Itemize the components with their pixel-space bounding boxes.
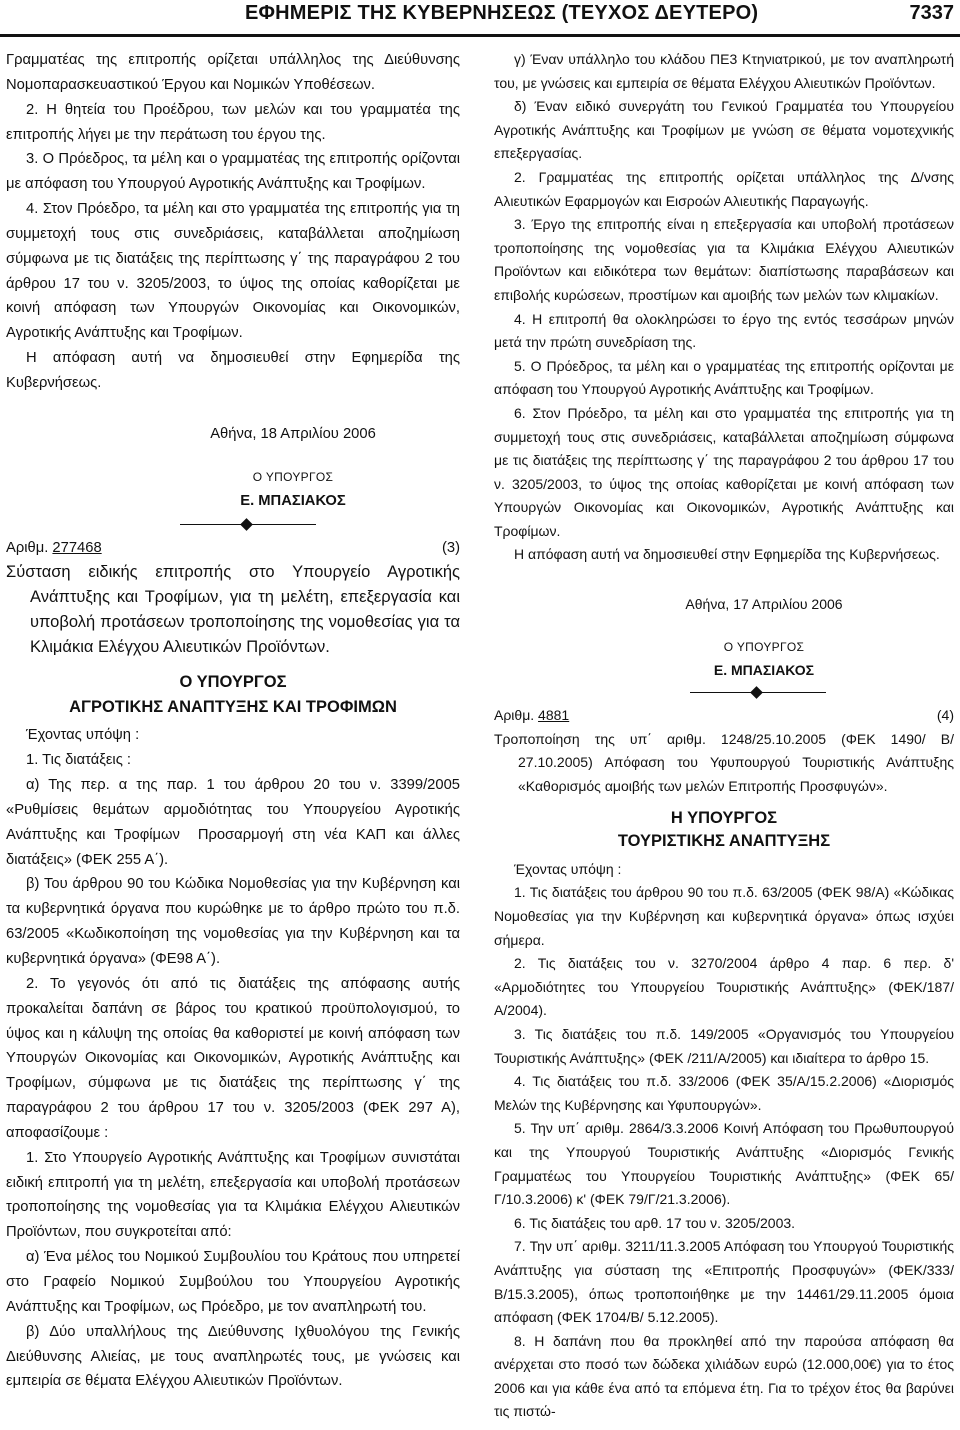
- paragraph: Η απόφαση αυτή να δημοσιευθεί στην Εφημερίδα της Κυβερνήσεως.: [6, 350, 460, 391]
- signing-date: Αθήνα, 17 Απριλίου 2006: [685, 596, 843, 613]
- paragraph: γ) Έναν υπάλληλο του κλάδου ΠΕ3 Κτηνιατρικού, με τον αναπληρωτή του, με γνώσεις και εμπειρία σε θέματα Ελέγχου Αλιευτικών Προϊόντων.: [494, 51, 954, 91]
- paragraph: 5. Ο Πρόεδρος, τα μέλη και ο γραμματέας της επιτροπής ορίζονται με απόφαση του Υπουργού Αγροτικής Ανάπτυξης και Τροφίμων.: [494, 357, 954, 398]
- paragraph: 4. Τις διατάξεις του π.δ. 33/2006 (ΦΕΚ 35/Α/15.2.2006) «Διορισμός Μελών της Κυβέρνησης και Υφυπουργών».: [494, 1073, 954, 1113]
- decision-number: 4881: [538, 707, 570, 724]
- minister-title: Ο ΥΠΟΥΡΓΟΣ: [179, 672, 287, 691]
- paragraph: 3. Ο Πρόεδρος, τα μέλη και ο γραμματέας της επιτροπής ορίζονται με απόφαση του Υπουργού Αγροτικής Ανάπτυξης και Τροφίμων.: [6, 151, 460, 193]
- paragraph: 3. Τις διατάξεις του π.δ. 149/2005 «Οργανισμός του Υπουργείου Τουριστικής Ανάπτυξης» (ΦΕΚ /211/Α/2005) και ιδιαίτερα το άρθρο 15.: [494, 1025, 954, 1066]
- paragraph: 5. Την υπ΄ αριθμ. 2864/3.3.2006 Κοινή Απόφαση του Πρωθυπουργού και της Υπουργού Τουριστικής Ανάπτυξης «Διορισμός Γενικής Γραμματέως του Υπουργείου Τουριστικής Ανάπτυξης» (ΦΕΚ 65/Γ/10.3.2006) κ' (ΦΕΚ 79/Γ/21.3.2006).: [494, 1120, 954, 1208]
- decision-sequence: (4): [936, 707, 954, 724]
- paragraph: δ) Έναν ειδικό συνεργάτη του Γενικού Γραμματέα του Υπουργείου Αγροτικής Ανάπτυξης και Τροφίμων με γνώση σε θέματα νομοτεχνικής επεξεργασίας.: [494, 98, 954, 162]
- paragraph: β) Του άρθρου 90 του Κώδικα Νομοθεσίας για την Κυβέρνηση και τα κυβερνητικά όργανα που κυρώθηκε με το άρθρο πρώτο του π.δ. 63/2005 «Κωδικοποίηση της νομοθεσίας για την Κυβέρνηση και τα κυβερνητικά όργανα» (ΦΕ98 Α΄).: [6, 876, 460, 967]
- paragraph: 1. Τις διατάξεις :: [26, 752, 132, 769]
- paragraph: α) Της περ. α της παρ. 1 του άρθρου 20 του ν. 3399/2005 «Ρυθμίσεις θεμάτων αρμοδιότητας του Υπουργείου Αγροτικής Ανάπτυξης και Τροφίμων Προσαρμογή στη νέα ΚΑΠ και άλλες διατάξεις» (ΦΕΚ 255 Α΄).: [6, 777, 460, 868]
- ministry-name: ΤΟΥΡΙΣΤΙΚΗΣ ΑΝΑΠΤΥΞΗΣ: [617, 832, 831, 851]
- paragraph: Γραμματέας της επιτροπής ορίζεται υπάλληλος της Διεύθυνσης Νομοπαρασκευαστικού Έργου και Νομικών Υποθέσεων.: [6, 52, 460, 93]
- ministry-name: ΑΓΡΟΤΙΚΗΣ ΑΝΑΠΤΥΞΗΣ ΚΑΙ ΤΡΟΦΙΜΩΝ: [69, 697, 397, 716]
- right-column: [494, 48, 954, 1424]
- section-separator: [6, 514, 460, 536]
- decision-title: Τροποποίηση της υπ΄ αριθμ. 1248/25.10.2005 (ΦΕΚ 1490/ Β/ 27.10.2005) Απόφαση του Υφυπουργού Τουριστικής Ανάπτυξης «Καθορισμός αμοιβής των μελών Επιτροπής Προσφυγών».: [494, 730, 954, 795]
- paragraph: 2. Τις διατάξεις του ν. 3270/2004 άρθρο 4 παρ. 6 περ. δ' «Αρμοδιότητες του Υπουργείου Τουριστικής Ανάπτυξης» (ΦΕΚ/187/Α/2004).: [494, 955, 954, 1019]
- signing-date: Αθήνα, 18 Απριλίου 2006: [210, 425, 376, 442]
- paragraph: 1. Τις διατάξεις του άρθρου 90 του π.δ. 63/2005 (ΦΕΚ 98/Α) «Κώδικας Νομοθεσίας για την Κυβέρνηση και κυβερνητικά όργανα» όπως ισχύει σήμερα.: [494, 884, 954, 948]
- decision-title: Σύσταση ειδικής επιτροπής στο Υπουργείο Αγροτικής Ανάπτυξης και Τροφίμων, για τη μελέτη, επεξεργασία και υποβολή προτάσεων τροποποίησης της νομοθεσίας για τα Κλιμάκια Ελέγχου Αλιευτικών Προϊόντων.: [6, 563, 460, 656]
- decision-number-label: Αριθμ.: [494, 707, 535, 724]
- paragraph: 2. Η θητεία του Προέδρου, των μελών και του γραμματέα της επιτροπής λήγει με την περάτωση του έργου της.: [6, 101, 460, 143]
- paragraph: Η απόφαση αυτή να δημοσιευθεί στην Εφημερίδα της Κυβερνήσεως.: [514, 546, 940, 563]
- decision-number-label: Αριθμ.: [6, 539, 49, 556]
- signatory-name: Ε. ΜΠΑΣΙΑΚΟΣ: [240, 492, 346, 509]
- paragraph: 3. Έργο της επιτροπής είναι η επεξεργασία και υποβολή προτάσεων τροποποίησης της νομοθεσίας για τα Κλιμάκια Ελέγχου Αλιευτικών Προϊόντων και ειδικότερα των θεμάτων: διαπίστωσης παραβάσεων και επιβολής κυρώσεων, προστίμων και αμοιβής των μελών των κλιμακίων.: [494, 216, 954, 303]
- paragraph: 2. Το γεγονός ότι από τις διατάξεις της απόφασης αυτής προκαλείται δαπάνη σε βάρος του κρατικού προϋπολογισμού, το ύψος και η κάλυψη της οποίας θα καθοριστεί με κοινή απόφαση των Υπουργών Οικονομίας και Οικονομικών, Αγροτικής Ανάπτυξης και Τροφίμων, σύμφωνα με τις διατάξεις της περίπτωσης γ΄ της παραγράφου 2 του άρθρου 17 του ν. 3205/2003 (ΦΕΚ 297 Α), αποφασίζουμε :: [6, 975, 460, 1141]
- signatory-title: Ο ΥΠΟΥΡΓΟΣ: [252, 469, 334, 484]
- considering-heading: Έχοντας υπόψη :: [26, 727, 140, 744]
- decision-number-row: [6, 536, 460, 561]
- decision-number: 277468: [52, 539, 102, 556]
- signatory-name: Ε. ΜΠΑΣΙΑΚΟΣ: [713, 661, 815, 678]
- section-separator: [494, 682, 954, 704]
- paragraph: 6. Στον Πρόεδρο, τα μέλη και στο γραμματέα της επιτροπής για τη συμμετοχή τους στις συνεδριάσεις, καταβάλλεται αποζημίωση σύμφωνα με τις διατάξεις της περίπτωσης γ΄ της παραγράφου 2 του άρθρου 17 του ν. 3205/2003, το ύψος της οποίας καθορίζεται με κοινή απόφαση των Υπουργών Οικονομίας και Οικονομικών, Αγροτικής Ανάπτυξης και Τροφίμων.: [494, 404, 954, 539]
- considering-heading: Έχοντας υπόψη :: [514, 860, 622, 877]
- paragraph: 2. Γραμματέας της επιτροπής ορίζεται υπάλληλος της Δ/νσης Αλιευτικών Εφαρμογών και Εισροών Αλιευτικής Παραγωγής.: [494, 168, 954, 209]
- paragraph: 4. Στον Πρόεδρο, τα μέλη και στο γραμματέα της επιτροπής για τη συμμετοχή τους στις συνεδριάσεις, καταβάλλεται αποζημίωση σύμφωνα με τις διατάξεις της περίπτωσης γ΄ της παραγράφου 2 του άρθρου 17 του ν. 3205/2003, το ύψος της οποίας καθορίζεται με κοινή απόφαση των Υπουργών Οικονομίας και Οικονομικών, Αγροτικής Ανάπτυξης και Τροφίμων.: [6, 201, 460, 342]
- paragraph: β) Δύο υπαλλήλους της Διεύθυνσης Ιχθυολόγου της Γενικής Διεύθυνσης Αλιείας, με τους αναπληρωτές τους, με γνώσεις και εμπειρία σε θέματα Ελέγχου Αλιευτικών Προϊόντων.: [6, 1323, 460, 1390]
- minister-title: Η ΥΠΟΥΡΓΟΣ: [670, 808, 778, 827]
- paragraph: 7. Την υπ΄ αριθμ. 3211/11.3.2005 Απόφαση του Υπουργού Τουριστικής Ανάπτυξης για σύσταση της «Επιτροπής Προσφυγών» (ΦΕΚ/333/Β/15.3.2005), όπως τροποποιήθηκε με την 14461/29.11.2005 όμοια απόφαση (ΦΕΚ 1704/Β/ 5.12.2005).: [494, 1238, 954, 1326]
- page-header: [0, 0, 960, 37]
- page-number: 7337: [909, 2, 954, 24]
- decision-number-row: [494, 704, 954, 728]
- paragraph: 6. Τις διατάξεις του αρθ. 17 του ν. 3205/2003.: [514, 1214, 796, 1231]
- paragraph: 4. Η επιτροπή θα ολοκληρώσει το έργο της εντός τεσσάρων μηνών μετά την πρώτη συνεδρίαση της.: [494, 310, 954, 351]
- paragraph: 1. Στο Υπουργείο Αγροτικής Ανάπτυξης και Τροφίμων συνιστάται ειδική επιτροπή για τη μελέτη, επεξεργασία και υποβολή προτάσεων τροποποίησης της νομοθεσίας για τα Κλιμάκια Ελέγχου Αλιευτικών Προϊόντων, που συγκροτείται από:: [6, 1149, 460, 1241]
- decision-sequence: (3): [441, 539, 460, 556]
- left-column: [6, 48, 460, 1394]
- paragraph: 8. Η δαπάνη που θα προκληθεί από την παρούσα απόφαση θα ανέρχεται στο ποσό των δώδεκα χιλιάδων ευρώ (12.000,00€) για το έτος 2006 και για κάθε ένα από τα επόμενα έτη. Για το τρέχον έτος θα βαρύνει τις πιστώ-: [494, 1332, 954, 1420]
- signatory-title: Ο ΥΠΟΥΡΓΟΣ: [723, 639, 805, 654]
- gazette-title: ΕΦΗΜΕΡΙΣ ΤΗΣ ΚΥΒΕΡΝΗΣΕΩΣ (ΤΕΥΧΟΣ ΔΕΥΤΕΡΟ): [245, 2, 759, 24]
- paragraph: α) Ένα μέλος του Νομικού Συμβουλίου του Κράτους που υπηρετεί στο Γραφείο Νομικού Συμβούλου του Υπουργείου Αγροτικής Ανάπτυξης και Τροφίμων, ως Πρόεδρο, με τον αναπληρωτή του.: [6, 1249, 460, 1315]
